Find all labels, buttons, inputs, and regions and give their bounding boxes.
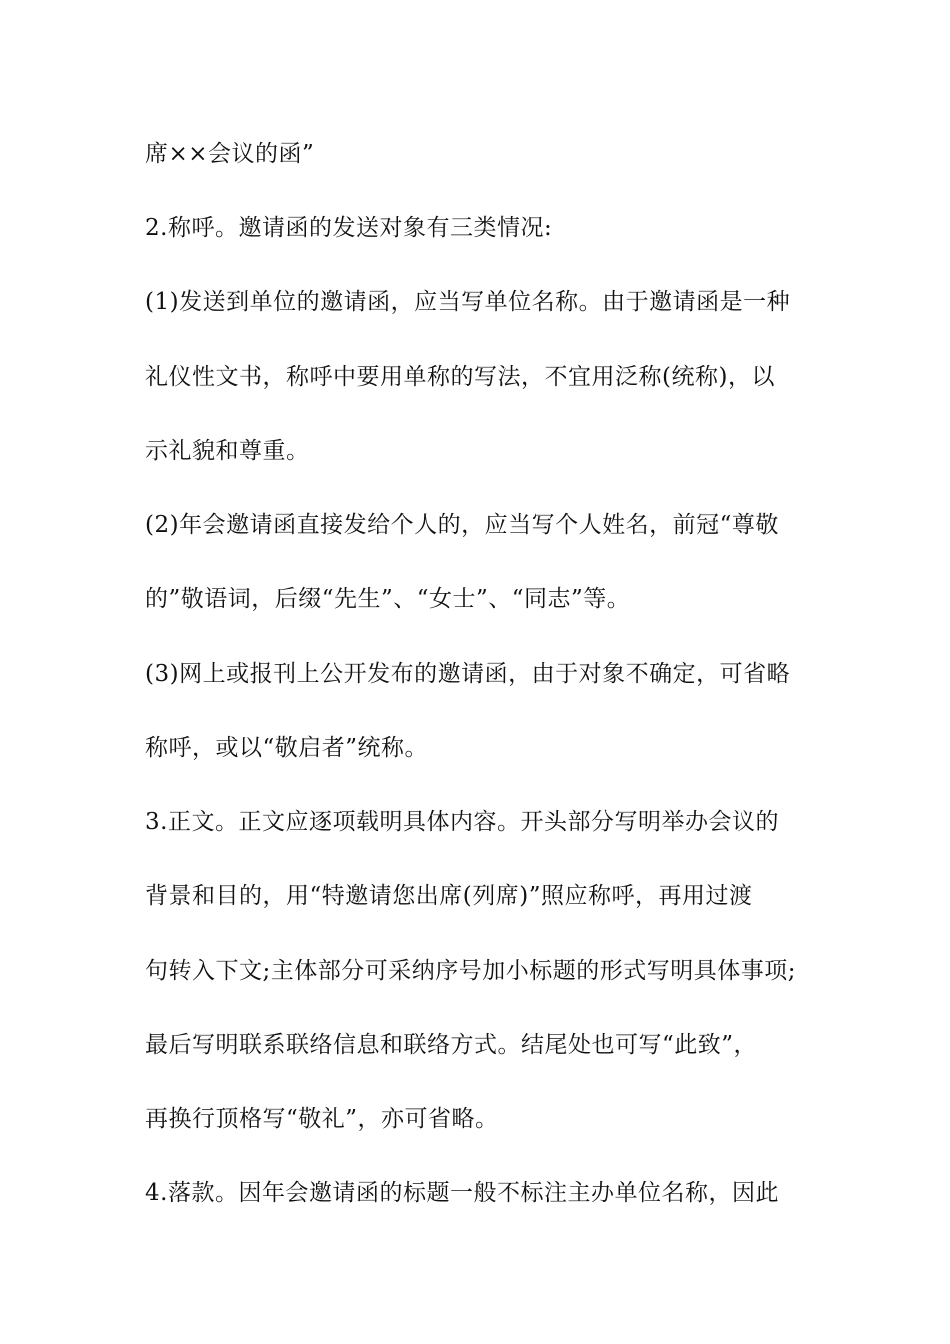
text-line: 4.落款。因年会邀请函的标题一般不标注主办单位名称，因此 (145, 1180, 779, 1206)
text-line: 示礼貌和尊重。 (145, 438, 310, 464)
text-line: 2.称呼。邀请函的发送对象有三类情况: (145, 215, 553, 241)
text-line: 再换行顶格写“敬礼”，亦可省略。 (145, 1106, 499, 1132)
text-line: (2)年会邀请函直接发给个人的，应当写个人姓名，前冠“尊敬 (145, 512, 779, 538)
text-line: (1)发送到单位的邀请函，应当写单位名称。由于邀请函是一种 (145, 289, 791, 315)
text-line: 3.正文。正文应逐项载明具体内容。开头部分写明举办会议的 (145, 809, 779, 835)
text-line: 席××会议的函” (145, 141, 315, 167)
text-line: 句转入下文;主体部分可采纳序号加小标题的形式写明具体事项; (145, 958, 796, 984)
text-line: 的”敬语词，后缀“先生”、“女士”、“同志”等。 (145, 586, 631, 612)
text-line: 背景和目的，用“特邀请您出席(列席)”照应称呼，再用过渡 (145, 883, 753, 909)
text-line: 礼仪性文书，称呼中要用单称的写法，不宜用泛称(统称)，以 (145, 364, 775, 390)
text-line: 称呼，或以“敬启者”统称。 (145, 735, 429, 761)
text-line: (3)网上或报刊上公开发布的邀请函，由于对象不确定，可省略 (145, 661, 791, 687)
text-line: 最后写明联系联络信息和联络方式。结尾处也可写“此致”， (145, 1032, 758, 1058)
